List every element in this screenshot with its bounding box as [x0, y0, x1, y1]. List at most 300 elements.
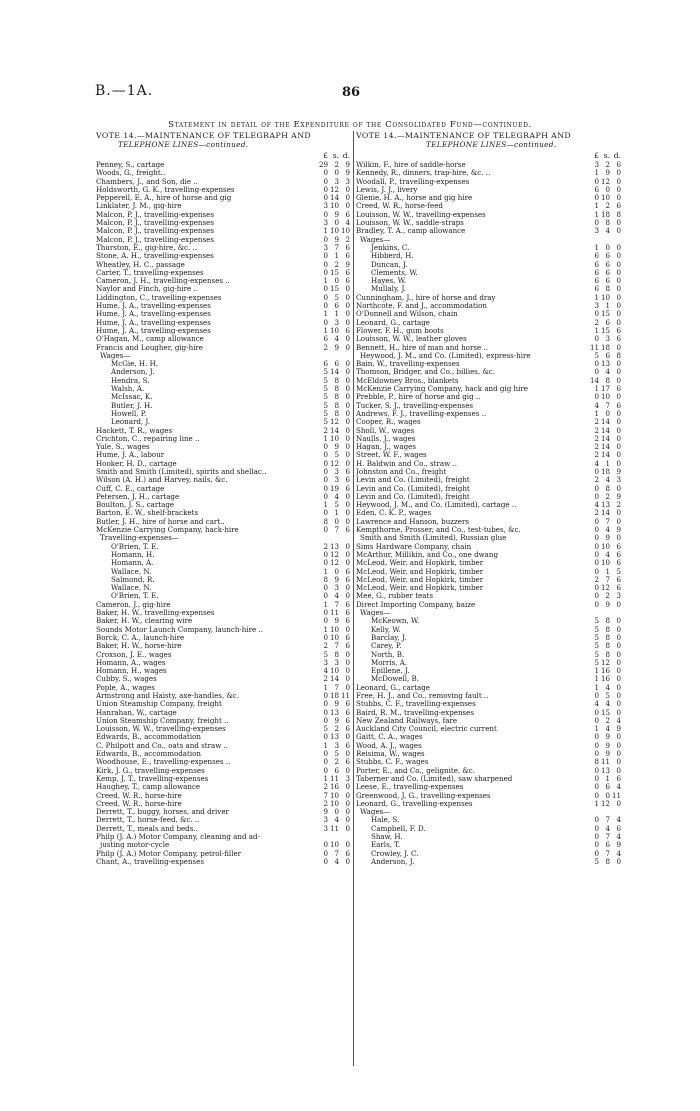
pence-amount: 6	[345, 251, 350, 261]
payee-description: Barclay, J.	[371, 633, 407, 642]
pence-amount: 0	[616, 483, 621, 493]
shillings-amount: 3	[334, 583, 339, 593]
payee-description: Creed, W. R., horse-feed	[356, 202, 443, 211]
payee-description: Croxson, J. E., wages	[96, 650, 172, 659]
shillings-amount: 9	[334, 715, 339, 725]
payee-description: Sholl, W., wages	[356, 426, 415, 435]
pence-amount: 0	[616, 442, 621, 452]
pence-amount: 0	[616, 359, 621, 369]
payee-description: Porter, E., and Co., gelignite, &c.	[356, 766, 475, 775]
payee-description: Holdsworth, G. K., travelling-expenses	[96, 185, 235, 194]
pounds-amount: 0	[594, 773, 599, 783]
pence-amount: 0	[616, 657, 621, 667]
payee-description: Jenkins, C.	[371, 243, 410, 252]
expenditure-row	[356, 601, 621, 609]
pence-amount: 8	[616, 350, 621, 360]
payee-description: Reisima, W., wages	[356, 750, 425, 759]
shillings-amount: 18	[329, 691, 339, 700]
pounds-amount: 1	[323, 309, 328, 319]
shillings-amount: 4	[334, 591, 339, 601]
shillings-amount: 12	[600, 798, 610, 808]
payee-description: Union Steamship Company, freight ..	[96, 716, 229, 725]
shillings-amount: 16	[600, 674, 610, 684]
shillings-amount: 5	[334, 450, 339, 460]
payee-description: Hume, J. A., travelling-expenses	[96, 302, 211, 311]
pounds-amount: 3	[323, 201, 328, 211]
pounds-amount: 5	[323, 367, 328, 377]
shillings-amount: 2	[334, 724, 339, 734]
expenditure-row	[96, 294, 350, 302]
pence-amount: 3	[345, 176, 350, 186]
expenditure-row	[96, 808, 350, 816]
shillings-amount: 0	[334, 516, 339, 526]
expenditure-row	[356, 319, 621, 327]
vote-heading-line1: VOTE 14.—MAINTENANCE OF TELEGRAPH AND	[356, 131, 572, 140]
pence-amount: 0	[345, 549, 350, 559]
pounds-amount: 4	[323, 666, 328, 676]
payee-description: Wages—	[360, 808, 391, 817]
pence-amount: 0	[616, 417, 621, 427]
pence-amount: 0	[345, 823, 350, 833]
shillings-amount: 7	[605, 516, 610, 526]
shillings-amount: 10	[600, 292, 610, 302]
expenditure-row	[96, 833, 350, 841]
pounds-amount: 1	[594, 325, 599, 335]
pounds-amount: 0	[594, 740, 599, 750]
expenditure-row	[96, 352, 350, 360]
payee-description: Leonard, G., travelling-expenses	[356, 799, 473, 808]
pounds-amount: 0	[323, 616, 328, 626]
vote-heading-line2: TELEPHONE LINES—continued.	[426, 140, 557, 149]
payee-description: Clements, W.	[371, 268, 418, 277]
payee-description: Linklater, J. M., gig-hire	[96, 202, 182, 211]
expenditure-row	[356, 219, 621, 227]
pence-amount: 6	[345, 608, 350, 618]
pence-amount: 6	[345, 724, 350, 734]
pounds-amount: 0	[594, 491, 599, 501]
pounds-amount: 1	[594, 798, 599, 808]
shillings-amount: 0	[334, 807, 339, 817]
expenditure-row	[356, 252, 621, 260]
pence-amount: 0	[345, 782, 350, 792]
pence-amount: 0	[616, 184, 621, 194]
pence-amount: 0	[345, 450, 350, 460]
pence-amount: 0	[345, 840, 350, 850]
shillings-amount: 10	[600, 558, 610, 568]
payee-description: McLeod, Weir, and Hopkirk, timber	[356, 584, 484, 593]
payee-description: Wallace, N.	[111, 567, 152, 576]
payee-description: McDowell, B.	[371, 675, 419, 684]
shillings-amount: 15	[600, 325, 610, 335]
shillings-amount: 16	[600, 666, 610, 676]
payee-description: McEldowney Bros., blankets	[356, 376, 459, 385]
payee-description: Thomson, Bridger, and Co., billies, &c.	[356, 368, 495, 377]
shillings-amount: 13	[329, 707, 339, 717]
shillings-amount: 15	[600, 309, 610, 319]
pounds-amount: 2	[594, 417, 599, 427]
pounds-amount: 0	[594, 466, 599, 476]
currency-header	[96, 151, 350, 161]
payee-description: Gaitt, C. A., wages	[356, 733, 423, 742]
pence-amount: 0	[616, 740, 621, 750]
pounds-amount: 0	[323, 715, 328, 725]
pence-amount: 0	[616, 798, 621, 808]
pounds-amount: 0	[594, 765, 599, 775]
pounds-amount: 0	[323, 442, 328, 452]
shillings-amount: 6	[605, 317, 610, 327]
shillings-amount: 8	[605, 284, 610, 294]
expenditure-row	[356, 302, 621, 310]
pounds-amount: 1	[323, 226, 328, 236]
pounds-amount: 8	[323, 574, 328, 584]
shillings-amount: 0	[334, 276, 339, 286]
pence-amount: 0	[616, 408, 621, 418]
pence-amount: 0	[345, 201, 350, 211]
expenditure-list	[356, 161, 621, 866]
shillings-amount: 14	[600, 425, 610, 435]
shillings-amount: 14	[600, 433, 610, 443]
pence-amount: 0	[345, 790, 350, 800]
pence-amount: 6	[345, 483, 350, 493]
payee-description: Edwards, B., accommodation	[96, 733, 201, 742]
pounds-amount: 0	[323, 699, 328, 709]
expenditure-row	[96, 194, 350, 202]
pence-amount: 0	[616, 425, 621, 435]
pence-amount: 11	[340, 691, 350, 700]
payee-description: Louisson, W. W., leather gloves	[356, 335, 467, 344]
shillings-amount: 2	[334, 259, 339, 269]
pounds-amount: 0	[594, 533, 599, 543]
pence-amount: 6	[616, 160, 621, 169]
expenditure-row	[356, 418, 621, 426]
expenditure-row	[96, 592, 350, 600]
expenditure-row	[356, 792, 621, 800]
pence-amount: 0	[345, 367, 350, 377]
pounds-amount: 2	[594, 433, 599, 443]
pence-amount: 0	[345, 384, 350, 394]
pence-amount: 0	[616, 259, 621, 269]
pounds-amount: 1	[594, 682, 599, 692]
pounds-amount: 0	[594, 367, 599, 377]
payee-description: Eden, C. K. P., wages	[356, 509, 432, 518]
pounds-amount: 2	[594, 508, 599, 518]
shillings-amount: 6	[605, 259, 610, 269]
pounds-amount: 29	[318, 160, 328, 169]
payee-description: Glenie, H. A., horse and gig hire	[356, 194, 473, 203]
pounds-amount: 0	[323, 848, 328, 858]
shillings-amount: 10	[329, 226, 339, 236]
shillings-amount: 4	[605, 549, 610, 559]
payee-description: Derrett, T., buggy, horses, and driver	[96, 808, 229, 817]
expenditure-row	[356, 335, 621, 343]
payee-description: Earls, T.	[371, 841, 401, 850]
pence-amount: 0	[345, 425, 350, 435]
pence-amount: 9	[616, 724, 621, 734]
shillings-amount: 6	[334, 359, 339, 369]
pence-amount: 6	[616, 583, 621, 593]
pounds-amount: 6	[594, 284, 599, 294]
pounds-amount: 1	[323, 433, 328, 443]
shillings-amount: 2	[605, 591, 610, 601]
pence-amount: 0	[616, 707, 621, 717]
expenditure-row	[96, 310, 350, 318]
pounds-amount: 0	[323, 732, 328, 742]
payee-description: Homann, H., wages	[96, 667, 167, 676]
payee-description: McKeown, W.	[371, 617, 420, 626]
pounds-amount: 0	[323, 251, 328, 261]
pounds-amount: 0	[323, 632, 328, 642]
payee-description: justing motor-cycle	[100, 841, 170, 850]
pence-amount: 4	[616, 715, 621, 725]
pounds-amount: 0	[594, 549, 599, 559]
pounds-amount: 0	[323, 176, 328, 186]
payee-description: Salmond, R.	[111, 575, 155, 584]
expenditure-row	[356, 725, 621, 733]
pence-amount: 0	[616, 624, 621, 634]
shillings-amount: 7	[334, 641, 339, 651]
pence-amount: 6	[345, 707, 350, 717]
expenditure-list	[96, 161, 350, 866]
payee-description: Philp (J. A.) Motor Company, cleaning and ad-	[96, 833, 260, 842]
pounds-amount: 2	[594, 574, 599, 584]
shillings-amount: 14	[329, 193, 339, 203]
pounds-amount: 0	[323, 184, 328, 194]
pounds-amount: 1	[323, 599, 328, 609]
shillings-amount: 10	[329, 325, 339, 335]
shillings-amount: 8	[605, 218, 610, 228]
pence-amount: 9	[345, 168, 350, 178]
pounds-amount: 4	[594, 400, 599, 410]
shillings-amount: 12	[329, 558, 339, 568]
payee-description: Leese, E., travelling-expenses	[356, 783, 464, 792]
pence-amount: 0	[616, 450, 621, 460]
shillings-amount: 6	[605, 267, 610, 277]
pence-amount: 2	[616, 500, 621, 510]
payee-description: North, B.	[371, 650, 405, 659]
expenditure-row	[356, 551, 621, 559]
pounds-amount: 0	[323, 691, 328, 700]
shillings-amount: 1	[334, 508, 339, 518]
pounds-amount: 2	[594, 442, 599, 452]
pence-amount: 6	[345, 632, 350, 642]
pounds-amount: 1	[323, 325, 328, 335]
shillings-amount: 6	[605, 350, 610, 360]
shillings-amount: 2	[334, 757, 339, 767]
pounds-amount: 0	[594, 691, 599, 700]
payee-description: Lawrence and Hanson, buzzers	[356, 517, 469, 526]
shillings-amount: 4	[605, 525, 610, 535]
expenditure-row	[356, 509, 621, 517]
pence-amount: 0	[345, 400, 350, 410]
pounds-amount: 6	[323, 359, 328, 369]
pence-amount: 6	[616, 201, 621, 211]
payee-description: Creed, W. R., horse-hire	[96, 799, 182, 808]
pence-amount: 0	[345, 500, 350, 510]
expenditure-row	[356, 808, 621, 816]
pence-amount: 6	[345, 209, 350, 219]
pence-amount: 0	[616, 301, 621, 311]
shillings-amount: 4	[334, 856, 339, 866]
pounds-amount: 5	[594, 856, 599, 866]
expenditure-row	[96, 418, 350, 426]
pence-amount: 6	[616, 558, 621, 568]
pounds-amount: 4	[594, 500, 599, 510]
expenditure-row	[96, 601, 350, 609]
shillings-amount: 4	[334, 815, 339, 825]
expenditure-row	[96, 617, 350, 625]
payee-description: Anderson, J.	[111, 368, 155, 377]
expenditure-row	[356, 858, 621, 866]
expenditure-row	[96, 360, 350, 368]
payee-description: Woodhouse, E., travelling-expenses ..	[96, 758, 231, 767]
payee-description: Kempthorne, Prosser, and Co., test-tubes, &c.	[356, 526, 521, 535]
shillings-amount: 14	[600, 442, 610, 452]
payee-description: Smith and Smith (Limited), spirits and shellac..	[96, 467, 267, 476]
pounds-amount: 0	[323, 757, 328, 767]
shillings-amount: 10	[600, 392, 610, 402]
shillings-amount: 2	[334, 160, 339, 169]
shillings-amount: 4	[605, 699, 610, 709]
pence-amount: 0	[616, 317, 621, 327]
expenditure-row	[96, 285, 350, 293]
pence-amount: 0	[345, 624, 350, 634]
pounds-amount: 0	[323, 483, 328, 493]
payee-description: Sims Hardware Company, chain	[356, 542, 472, 551]
pence-amount: 0	[345, 417, 350, 427]
pence-amount: 9	[616, 525, 621, 535]
pence-amount: 0	[345, 193, 350, 203]
pence-amount: 0	[345, 682, 350, 692]
pence-amount: 9	[616, 491, 621, 501]
pence-amount: 4	[616, 848, 621, 858]
payee-description: Lewis, J. J., livery	[356, 185, 418, 194]
pence-amount: 6	[616, 574, 621, 584]
pence-amount: 0	[616, 616, 621, 626]
shillings-amount: 8	[334, 408, 339, 418]
pounds-amount: 0	[594, 218, 599, 228]
expenditure-row	[356, 244, 621, 252]
payee-description: Stone, A. H., travelling-expenses	[96, 252, 214, 261]
payee-description: Hume, J. A., travelling-expenses	[96, 310, 211, 319]
shillings-amount: 16	[329, 782, 339, 792]
pounds-amount: 4	[594, 699, 599, 709]
shillings-amount: 12	[329, 549, 339, 559]
payee-description: Crowley, J. C.	[371, 849, 419, 858]
shillings-amount: 0	[605, 790, 610, 800]
pounds-amount: 0	[323, 508, 328, 518]
pence-amount: 0	[616, 508, 621, 518]
payee-description: Mullaly, J.	[371, 285, 406, 294]
pounds-amount: 0	[323, 840, 328, 850]
shillings-amount: 0	[334, 218, 339, 228]
pounds-amount: 0	[323, 549, 328, 559]
pence-amount: 0	[345, 798, 350, 808]
expenditure-row	[356, 700, 621, 708]
pounds-amount: 3	[323, 242, 328, 252]
pence-amount: 6	[345, 715, 350, 725]
shillings-amount: 11	[329, 608, 339, 618]
pounds-amount: 0	[323, 267, 328, 277]
payee-description: Hooker, H. D., cartage	[96, 459, 177, 468]
payee-description: Cubby, S., wages	[96, 675, 157, 684]
payee-description: Carey, P.	[371, 642, 402, 651]
expenditure-row	[96, 410, 350, 418]
shillings-amount: 14	[329, 367, 339, 377]
pounds-amount: 3	[594, 301, 599, 311]
pounds-amount: 0	[323, 292, 328, 302]
payee-description: Wages—	[360, 609, 391, 618]
pence-amount: 6	[345, 525, 350, 535]
pounds-amount: 14	[589, 375, 599, 385]
payee-description: Hume, J. A., labour	[96, 451, 165, 460]
pounds-amount: 1	[594, 408, 599, 418]
payee-description: New Zealand Railways, fare	[356, 716, 458, 725]
shillings-amount: 9	[334, 616, 339, 626]
payee-description: Hibberd, H.	[371, 252, 414, 261]
pence-amount: 6	[345, 242, 350, 252]
pounds-amount: 6	[594, 276, 599, 286]
pounds-amount: 2	[323, 674, 328, 684]
payee-description: O'Hagan, M., camp allowance	[96, 335, 204, 344]
pounds-amount: 0	[594, 392, 599, 402]
expenditure-row	[96, 568, 350, 576]
pence-amount: 6	[345, 848, 350, 858]
expenditure-row	[356, 684, 621, 692]
payee-description: Haughey, T., camp allowance	[96, 783, 201, 792]
expenditure-row	[96, 493, 350, 501]
expenditure-row	[96, 534, 350, 542]
shillings-amount: 0	[605, 184, 610, 194]
pence-amount: 0	[616, 251, 621, 261]
payee-description: McLeod, Weir, and Hopkirk, timber	[356, 559, 484, 568]
shillings-amount: 14	[329, 674, 339, 684]
shillings-amount: 13	[329, 541, 339, 551]
payee-description: Yule, S., wages	[96, 443, 150, 452]
payee-description: Kelly, W.	[371, 625, 401, 634]
expenditure-row	[96, 651, 350, 659]
document-reference: B.—1A.	[95, 83, 154, 99]
expenditure-row	[356, 485, 621, 493]
pounds-header: £	[594, 151, 599, 160]
pounds-amount: 0	[594, 823, 599, 833]
pounds-amount: 5	[594, 657, 599, 667]
payee-description: Wilson (A. H.) and Harvey, nails, &c.	[96, 476, 228, 485]
pence-amount: 0	[345, 516, 350, 526]
payee-description: Boulton, J. S., cartage	[96, 501, 175, 510]
pence-amount: 0	[345, 666, 350, 676]
expenditure-row	[356, 402, 621, 410]
pounds-amount: 0	[594, 749, 599, 759]
payee-description: Heywood, J. M., and Co. (Limited), express-hire	[360, 351, 531, 360]
payee-description: Andrews, F. J., travelling-expenses ..	[356, 409, 487, 418]
pence-amount: 0	[616, 674, 621, 684]
payee-description: Heywood, J. M., and Co. (Limited), cartage ..	[356, 501, 517, 510]
shillings-amount: 9	[605, 533, 610, 543]
pounds-amount: 2	[323, 541, 328, 551]
payee-description: Derrett, T., meals and beds..	[96, 824, 198, 833]
pounds-amount: 0	[594, 782, 599, 792]
payee-description: Sounds Motor Launch Company, launch-hire ..	[96, 625, 263, 634]
pence-amount: 6	[616, 823, 621, 833]
payee-description: Kennedy, R., dinners, trap-hire, &c. ..	[356, 169, 491, 178]
pence-amount: 6	[616, 541, 621, 551]
pence-amount: 0	[616, 599, 621, 609]
expenditure-row	[96, 186, 350, 194]
shillings-amount: 13	[600, 765, 610, 775]
payee-description: Tucker, S. J., travelling-expenses	[356, 401, 474, 410]
pounds-amount: 0	[594, 525, 599, 535]
pounds-amount: 0	[594, 176, 599, 186]
